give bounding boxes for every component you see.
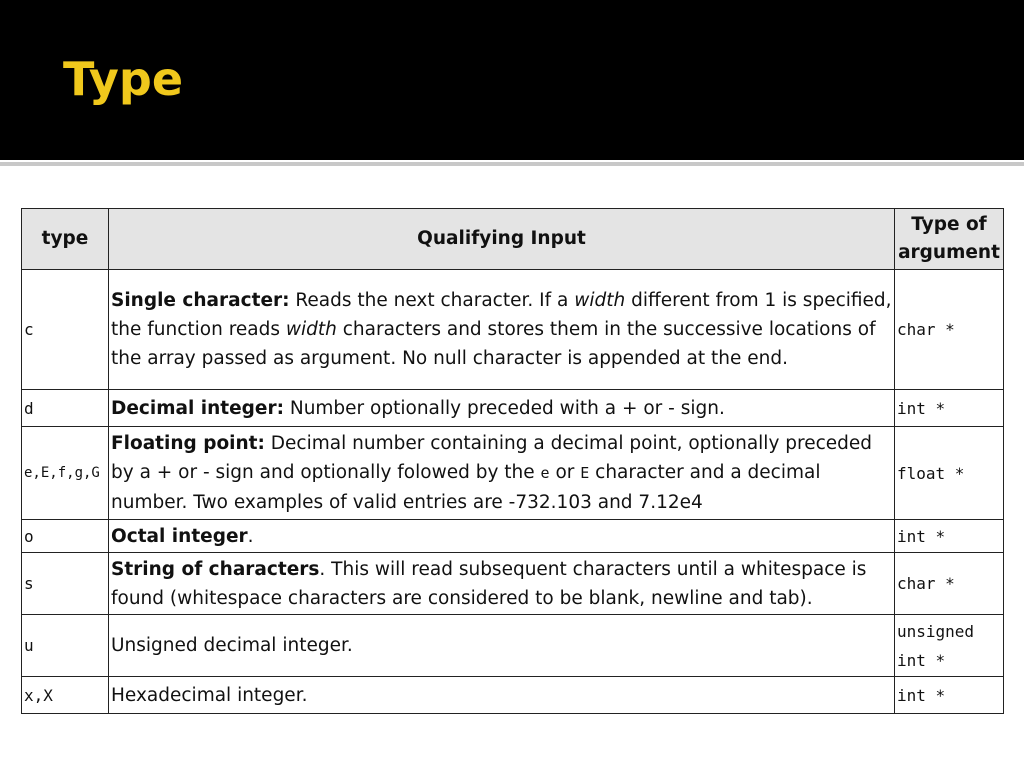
description-code: e	[540, 464, 550, 482]
argument-cell: char *	[895, 553, 1004, 615]
description-emphasis: width	[285, 319, 337, 340]
description-cell: Hexadecimal integer.	[109, 677, 895, 714]
description-cell	[109, 553, 895, 615]
description-label: Decimal integer:	[111, 397, 284, 419]
title-divider	[0, 162, 1024, 166]
argument-cell: int *	[895, 520, 1004, 553]
type-cell: d	[22, 390, 109, 427]
description-cell	[109, 427, 895, 520]
description-emphasis: width	[574, 290, 626, 311]
description-code: E	[580, 464, 590, 482]
description-text: Reads the next character. If a	[289, 290, 575, 311]
argument-cell: int *	[895, 390, 1004, 427]
description-text: .	[247, 525, 254, 547]
table-row	[22, 520, 1004, 553]
slide-title: Type	[63, 52, 184, 106]
description-text: or	[549, 462, 581, 483]
description-cell: Unsigned decimal integer.	[109, 615, 895, 677]
type-specifier-table	[21, 208, 1004, 714]
description-text: . This will read subsequent characters until a whitespace is found (whitespace characters are considered to be blank, newline and tab).	[111, 558, 867, 609]
argument-cell: float *	[895, 427, 1004, 520]
type-cell: c	[22, 270, 109, 390]
table-row	[22, 553, 1004, 615]
description-text: Number optionally preceded with a + or - sign.	[283, 397, 725, 419]
table-row	[22, 677, 1004, 714]
description-label: Single character:	[111, 290, 290, 311]
table-row	[22, 427, 1004, 520]
header-type: type	[22, 209, 109, 270]
description-label: Floating point:	[111, 433, 265, 454]
description-label: String of characters	[111, 558, 320, 580]
description-cell	[109, 390, 895, 427]
table-row	[22, 270, 1004, 390]
header-type-of-argument: Type of argument	[895, 209, 1004, 270]
description-text: different from 1 is specified, the function reads	[111, 290, 892, 340]
table-header-row	[22, 209, 1004, 270]
type-cell: u	[22, 615, 109, 677]
argument-cell: int *	[895, 677, 1004, 714]
description-text: Decimal number containing a decimal point, optionally preceded by a + or - sign and optionally folowed by the	[111, 433, 873, 483]
argument-cell: unsigned int *	[895, 615, 1004, 677]
header-qualifying-input: Qualifying Input	[109, 209, 895, 270]
table-row	[22, 615, 1004, 677]
table-row	[22, 390, 1004, 427]
type-cell: o	[22, 520, 109, 553]
type-cell: e,E,f,g,G	[22, 427, 109, 520]
title-bar	[0, 0, 1024, 160]
argument-cell: char *	[895, 270, 1004, 390]
description-text: character and a decimal number. Two examples of valid entries are -732.103 and 7.12e4	[111, 462, 821, 513]
description-cell	[109, 520, 895, 553]
description-label: Octal integer	[111, 525, 248, 547]
description-text: characters and stores them in the successive locations of the array passed as argument. No null character is appended at the end.	[111, 319, 876, 369]
type-cell: x,X	[22, 677, 109, 714]
description-cell	[109, 270, 895, 390]
type-cell: s	[22, 553, 109, 615]
